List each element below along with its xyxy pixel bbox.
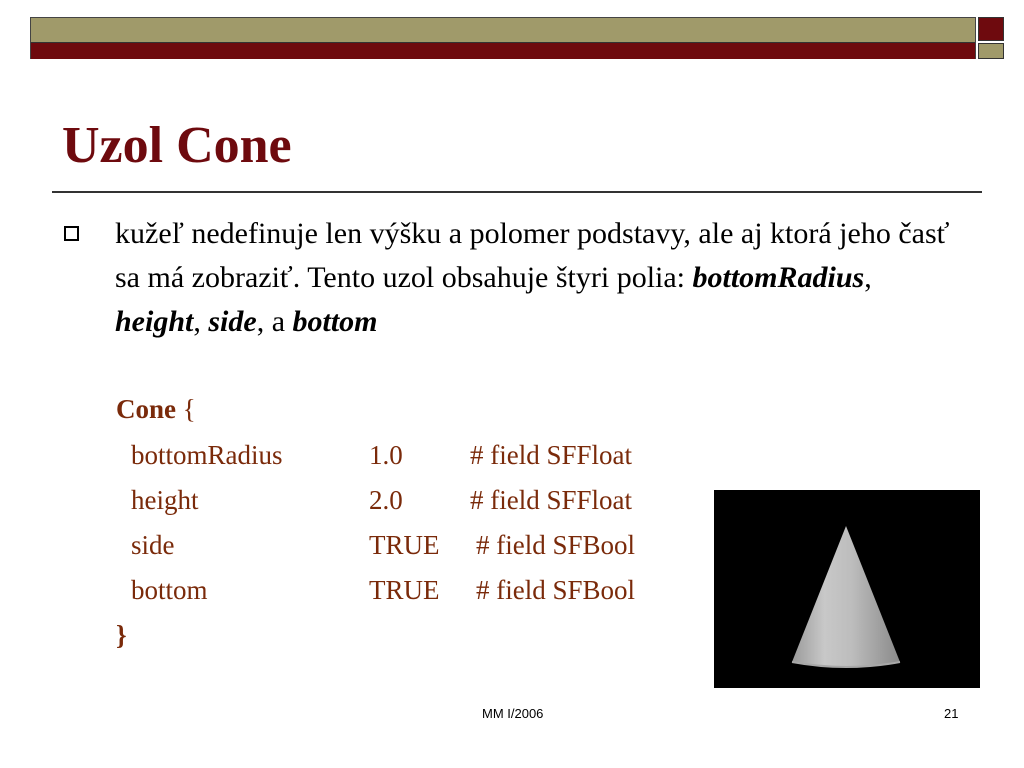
separator: , a bbox=[256, 305, 293, 338]
corner-square-maroon bbox=[978, 17, 1004, 41]
code-field-value: 1.0 bbox=[369, 440, 403, 470]
field-name-bottom: bottom bbox=[292, 305, 378, 338]
bullet-text-start: kužeľ nedefinuje len výšku a polomer podstavy, ale aj ktorá jeho časť sa má zobraziť. Tento uzol obsahuje štyri polia: bbox=[115, 217, 950, 294]
code-field-name: bottomRadius bbox=[131, 440, 283, 470]
separator: , bbox=[864, 261, 872, 294]
field-name-height: height bbox=[115, 305, 194, 338]
code-header-line bbox=[116, 386, 196, 432]
code-field-name: height bbox=[131, 485, 199, 515]
code-node-name: Cone bbox=[116, 394, 176, 424]
code-field-comment: # field SFFloat bbox=[470, 485, 633, 515]
slide-title: Uzol Cone bbox=[62, 117, 292, 174]
code-field-value: TRUE bbox=[369, 530, 440, 560]
code-field-comment: # field SFBool bbox=[476, 530, 636, 560]
code-field-value: TRUE bbox=[369, 575, 440, 605]
code-field-value: 2.0 bbox=[369, 485, 403, 515]
footer-text: MM I/2006 bbox=[482, 706, 544, 721]
title-divider bbox=[52, 191, 982, 193]
cone-render-image bbox=[714, 490, 980, 688]
field-name-bottomradius: bottomRadius bbox=[692, 261, 865, 294]
page-number: 21 bbox=[944, 706, 959, 721]
code-field-name: bottom bbox=[131, 575, 208, 605]
code-close-brace: } bbox=[116, 620, 127, 650]
hollow-square-bullet-icon bbox=[64, 226, 79, 241]
header-band-maroon bbox=[31, 42, 975, 59]
code-open-brace: { bbox=[182, 394, 196, 424]
code-field-name: side bbox=[131, 530, 175, 560]
header-band-olive bbox=[31, 18, 975, 42]
code-field-comment: # field SFFloat bbox=[470, 440, 633, 470]
field-name-side: side bbox=[208, 305, 257, 338]
bullet-paragraph bbox=[115, 212, 955, 344]
code-field-comment: # field SFBool bbox=[476, 575, 636, 605]
header-band bbox=[30, 17, 976, 59]
cone-shape-icon bbox=[714, 490, 980, 688]
corner-square-olive bbox=[978, 43, 1004, 59]
separator: , bbox=[193, 305, 209, 338]
